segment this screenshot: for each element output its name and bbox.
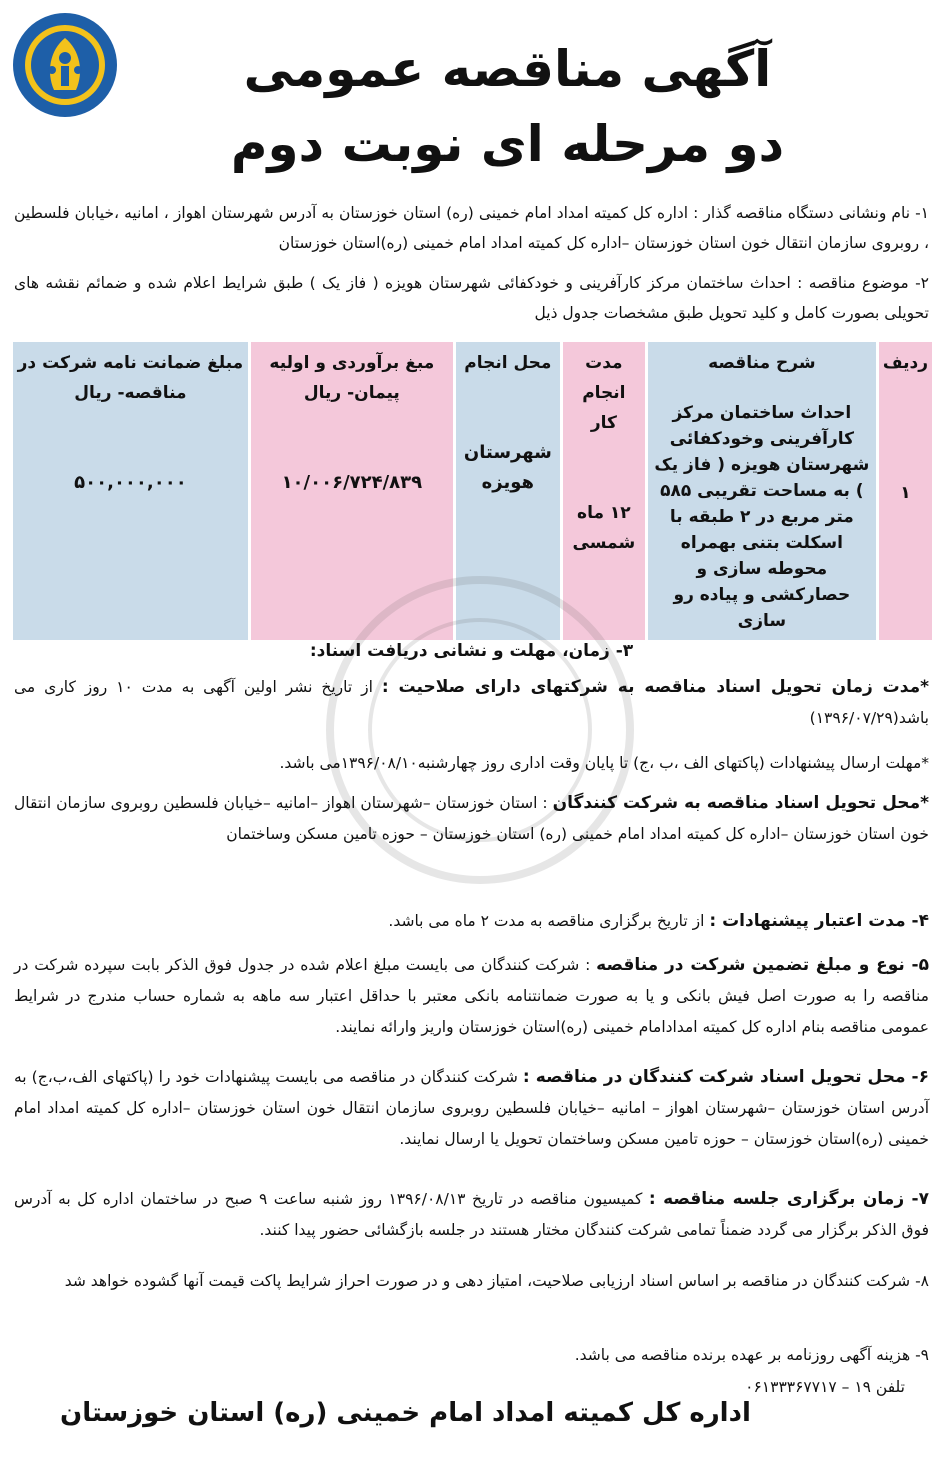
issuer-signature: اداره کل کمیته امداد امام خمینی (ره) استان خوزستان xyxy=(60,1398,751,1428)
notice-subtitle: دو مرحله ای نوبت دوم xyxy=(230,115,785,173)
row-value: ۱ xyxy=(900,483,911,503)
section-3-a xyxy=(14,672,929,734)
section-4-label: ۴- مدت اعتبار پیشنهادات : xyxy=(709,911,929,931)
section-5-label: ۵- نوع و مبلغ تضمین شرکت در مناقصه xyxy=(596,955,929,975)
section-3-c-text: : استان خوزستان –شهرستان اهواز –امانیه –خیابان فلسطین روبروی سازمان انتقال خون استان خوزستان –اداره کل کمیته امداد امام خمینی (ره) استان خوزستان – حوزه تامین مسکن وساختمان xyxy=(14,794,929,843)
place-header: محل انجام xyxy=(464,353,552,373)
section-6 xyxy=(14,1062,929,1155)
section-7-text: کمیسیون مناقصه در تاریخ ۱۳۹۶/۰۸/۱۳ روز شنبه ساعت ۹ صبح در ساختمان اداره کل به آدرس فوق الذکر برگزار می گردد ضمناً تمامی شرکت کنندگان مختار هستند در جلسه بازگشائی حضور پیدا کنند. xyxy=(14,1190,929,1239)
section-7-label: ۷- زمان برگزاری جلسه مناقصه : xyxy=(648,1189,930,1209)
estimate-header: مبغ برآوردی و اولیه پیمان- ریال xyxy=(269,353,435,403)
section-5-text: : شرکت کنندگان می بایست مبلغ اعلام شده در جدول فوق الذکر بابت سپرده شرکت در مناقصه را به صورت اصل فیش بانکی و یا به صورت ضمانتنامه بانکی معتبر با حداقل اعتبار سه ماهه به شماره حساب مندرج در شرایط عمومی مناقصه بنام اداره کل کمیته امدادامام خمینی (ره)استان خوزستان واریز وارائه نمایند. xyxy=(14,956,929,1036)
section-3-c-label: *محل تحویل اسناد مناقصه به شرکت کنندگان xyxy=(552,793,929,813)
section-3-c xyxy=(14,788,929,850)
section-4-text: از تاریخ برگزاری مناقصه به مدت ۲ ماه می باشد. xyxy=(388,912,710,930)
section-6-text: شرکت کنندگان در مناقصه می بایست پیشنهادات خود را (پاکتهای الف،ب،ج) به آدرس استان خوزستان –شهرستان اهواز – امانیه –خیابان فلسطین روبروی سازمان انتقال خون استان خوزستان –اداره کل کمیته امداد امام خمینی (ره)استان خوزستان – حوزه تامین مسکن وساختمان تحویل یا ارسال نمایند. xyxy=(14,1068,929,1148)
duration-value: ۱۲ ماه شمسی xyxy=(572,503,636,553)
section-8: ۸- شرکت کنندگان در مناقصه بر اساس اسناد ارزیابی صلاحیت، امتیاز دهی و در صورت احراز شرایط پاکت قیمت آنها گشوده خواهد شد xyxy=(64,1272,929,1290)
section-3-b: *مهلت ارسال پیشنهادات (پاکتهای الف ،ب ،ج) تا پایان وقت اداری روز چهارشنبه۱۳۹۶/۰۸/۱۰می باشد. xyxy=(279,754,929,772)
description-cell xyxy=(648,342,876,640)
section-3-a-label: *مدت زمان تحویل اسناد مناقصه به شرکتهای دارای صلاحیت : xyxy=(381,677,930,697)
description-value: احداث ساختمان مرکز کارآفرینی وخودکفائی شهرستان هویزه ( فاز یک ) به مساحت تقریبی ۵۸۵ متر مربع در ۲ طبقه با اسکلت بتنی بهمراه محوطه سازی و حصارکشی و پیاده رو سازی xyxy=(654,403,870,631)
bond-header: مبلغ ضمانت نامه شرکت در مناقصه- ریال xyxy=(17,353,244,403)
bond-cell xyxy=(13,342,248,640)
section-4 xyxy=(14,906,929,937)
contact-phone: تلفن ۱۹ – ۰۶۱۳۳۳۶۷۷۱۷ xyxy=(745,1378,905,1396)
intro-item-2: ۲- موضوع مناقصه : احداث ساختمان مرکز کارآفرینی و خودکفائی شهرستان هویزه ( فاز یک ) طبق شرایط اعلام شده و ضمائم نقشه های تحویلی بصورت کامل و کلید تحویل طبق مشخصات جدول ذیل xyxy=(14,274,929,322)
row-header: ردیف xyxy=(882,353,928,373)
section-3-title: ۳- زمان، مهلت و نشانی دریافت اسناد: xyxy=(309,641,634,661)
duration-header: مدت انجام کار xyxy=(582,353,626,433)
section-9: ۹- هزینه آگهی روزنامه بر عهده برنده مناقصه می باشد. xyxy=(574,1346,929,1364)
section-7 xyxy=(14,1184,929,1246)
description-header: شرح مناقصه xyxy=(708,353,816,373)
section-6-label: ۶- محل تحویل اسناد شرکت کنندگان در مناقصه : xyxy=(522,1067,929,1087)
notice-title: آگهی مناقصه عمومی xyxy=(243,40,772,98)
place-value: شهرستان هویزه xyxy=(463,442,552,493)
row-cell xyxy=(879,342,932,640)
section-5 xyxy=(14,950,929,1043)
relief-committee-logo-icon xyxy=(10,10,120,120)
intro-item-1: ۱- نام ونشانی دستگاه مناقصه گذار : اداره کل کمیته امداد امام خمینی (ره) استان خوزستان به آدرس شهرستان اهواز ، امانیه ،خیابان فلسطین ، روبروی سازمان انتقال خون استان خوزستان –اداره کل کمیته امداد امام خمینی (ره)استان خوزستان xyxy=(14,204,929,252)
estimate-value: ۱۰/۰۰۶/۷۲۴/۸۳۹ xyxy=(281,472,423,493)
bond-value: ۵۰۰,۰۰۰,۰۰۰ xyxy=(74,472,187,493)
section-3-a-text: از تاریخ نشر اولین آگهی به مدت ۱۰ روز کاری می باشد(۱۳۹۶/۰۷/۲۹) xyxy=(14,678,929,727)
